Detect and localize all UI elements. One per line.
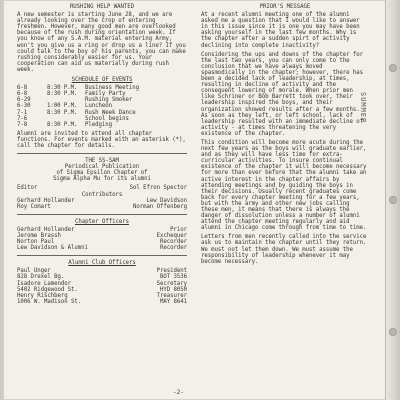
publication-line: of Sigma Epsilon Chapter of	[56, 170, 148, 177]
alumni-row: Henry Rischberg Treasurer	[17, 292, 187, 299]
schedule-row: 7-8 8:30 P.M. Pledging	[17, 121, 112, 128]
officer-row: Lew Davidson & Alumni Recorder	[17, 245, 187, 252]
prior-paragraph-1: At a recent alumni meeting one of the alumni asked me a question that I would like to answer in this issue since it is one you may have been asking yourself in the last few months. Why is the chapter after a sudden spirt of activity declining into complete inactivity?	[201, 12, 360, 49]
publication-line: Sigma Alpha Mu for its alumni	[53, 176, 151, 183]
sheet-protector-edge	[385, 0, 400, 400]
schedule-row: 7-1 8:30 P.M. Rush Week Dance	[17, 109, 136, 116]
alumni-row: Isadore Lamendor Secretary	[17, 280, 187, 287]
schedule-row: 6-8 8:30 P.M. Family Party	[17, 91, 126, 98]
side-stamp: SUMMER	[359, 92, 367, 124]
alumni-title: Alumni Club Officers	[68, 260, 136, 267]
alumni-row: 5402 Ridgewood St. HYD 8050	[17, 286, 187, 293]
schedule-row: 7-6 School begins	[17, 115, 129, 122]
schedule-row: 6-29 Rushing Smoker	[17, 97, 133, 104]
prior-paragraph-2: Considering the ups and downs of the chapter for the last two years, you can only come to the conclusion that we have always moved spasmodically in the chapter; however, there has been a decided lack of leadership, at times, resulting in decline of activity and the consequent lowering of morale. When prior men like Schriner or Bob Barrett took over, their leadership inspired the boys, and their organization showed results after a few months. As soon as they left, or left school, lack of leadership resulted with an immediate decline of activity - at times threatening the very existence of the chapter.	[201, 51, 363, 137]
prior-paragraph-4: Letters from men recently called into the service ask us to maintain the chapter until they return. We must not let them down. We must assume the responsibility of leadership whenever it may become necessary.	[201, 234, 367, 265]
staff-row: Roy Comart Norman Offenberg	[17, 203, 187, 210]
alumni-row: 828 Drexel Bg. BOT 3536	[17, 274, 187, 281]
page-number: -2-	[173, 389, 184, 396]
rushing-heading: RUSHING HELP WANTED	[69, 4, 135, 10]
schedule-note: Alumni are invited to attend all chapter functions. For events marked with an asterisk (*), call the chapter for details.	[17, 130, 186, 149]
divider	[17, 255, 187, 256]
officer-row: Norton Paul Recorder	[17, 239, 187, 246]
rushing-paragraph: A new semester is starting June 28, and we are already looking over the crop of entering freshmen. However, many good men are overlooked because of the rush during orientation week. If you know of any S.A.M. material entering Army, won't you give us a ring or drop us a line? If you could talk to the boy or his parents, you can make rushing considerably easier for us. Your cooperation can aid us materially during rush week.	[17, 12, 186, 73]
right-column	[201, 4, 369, 268]
prior-message-heading: PRIOR'S MESSAGE	[259, 4, 311, 10]
alumni-row: 1006 W. Madison St. MAY 8641	[17, 298, 187, 305]
schedule-row: 6-8 8:30 P.M. Business Meeting	[17, 85, 139, 92]
newsletter-page	[3, 0, 389, 400]
alumni-row: Paul Unger President	[17, 268, 187, 275]
punch-hole	[389, 328, 397, 336]
punch-hole	[389, 64, 397, 72]
divider	[17, 153, 187, 154]
staff-row: Gerhard Hollander Lew Davidson	[17, 197, 187, 204]
prior-paragraph-3: This condition will become more acute during the next few years as the boys will graduate earlier, and as they will have less time for extra-curricular activities. To insure continual existence of the chapter it will become necessary for more than ever before that the alumni take an active interest in the chapter affairs by attending meetings and by guiding the boys in their decisions. Usually recent graduates come back for every chapter meeting for a few years, but with the army and other new jobs calling these men, it means that there is always the danger of dissolution unless a number of alumni attend the chapter meeting regularly and aid alumni in Chicago come through from time to time.	[201, 139, 367, 232]
publication-line: Periodical Publication	[64, 164, 140, 171]
schedule-row: 6-30 1:00 P.M. Luncheon	[17, 103, 112, 110]
left-column	[17, 4, 187, 305]
schedule-list	[17, 85, 187, 128]
officers-list	[17, 227, 187, 251]
staff-row: Contributors	[81, 191, 123, 198]
staff-row: Editor Sol Efron Spector	[17, 185, 187, 192]
officer-row: Gerhard Hollander Prior	[17, 226, 187, 233]
divider	[17, 214, 187, 215]
publication-title: THE SS-SAM	[85, 158, 119, 165]
punch-hole	[389, 196, 397, 204]
officers-title: Chapter Officers	[75, 218, 129, 225]
alumni-list	[17, 268, 187, 305]
schedule-title: SCHEDULE OF EVENTS	[71, 77, 133, 84]
officer-row: Jerome Brassh Exchequer	[17, 233, 187, 239]
